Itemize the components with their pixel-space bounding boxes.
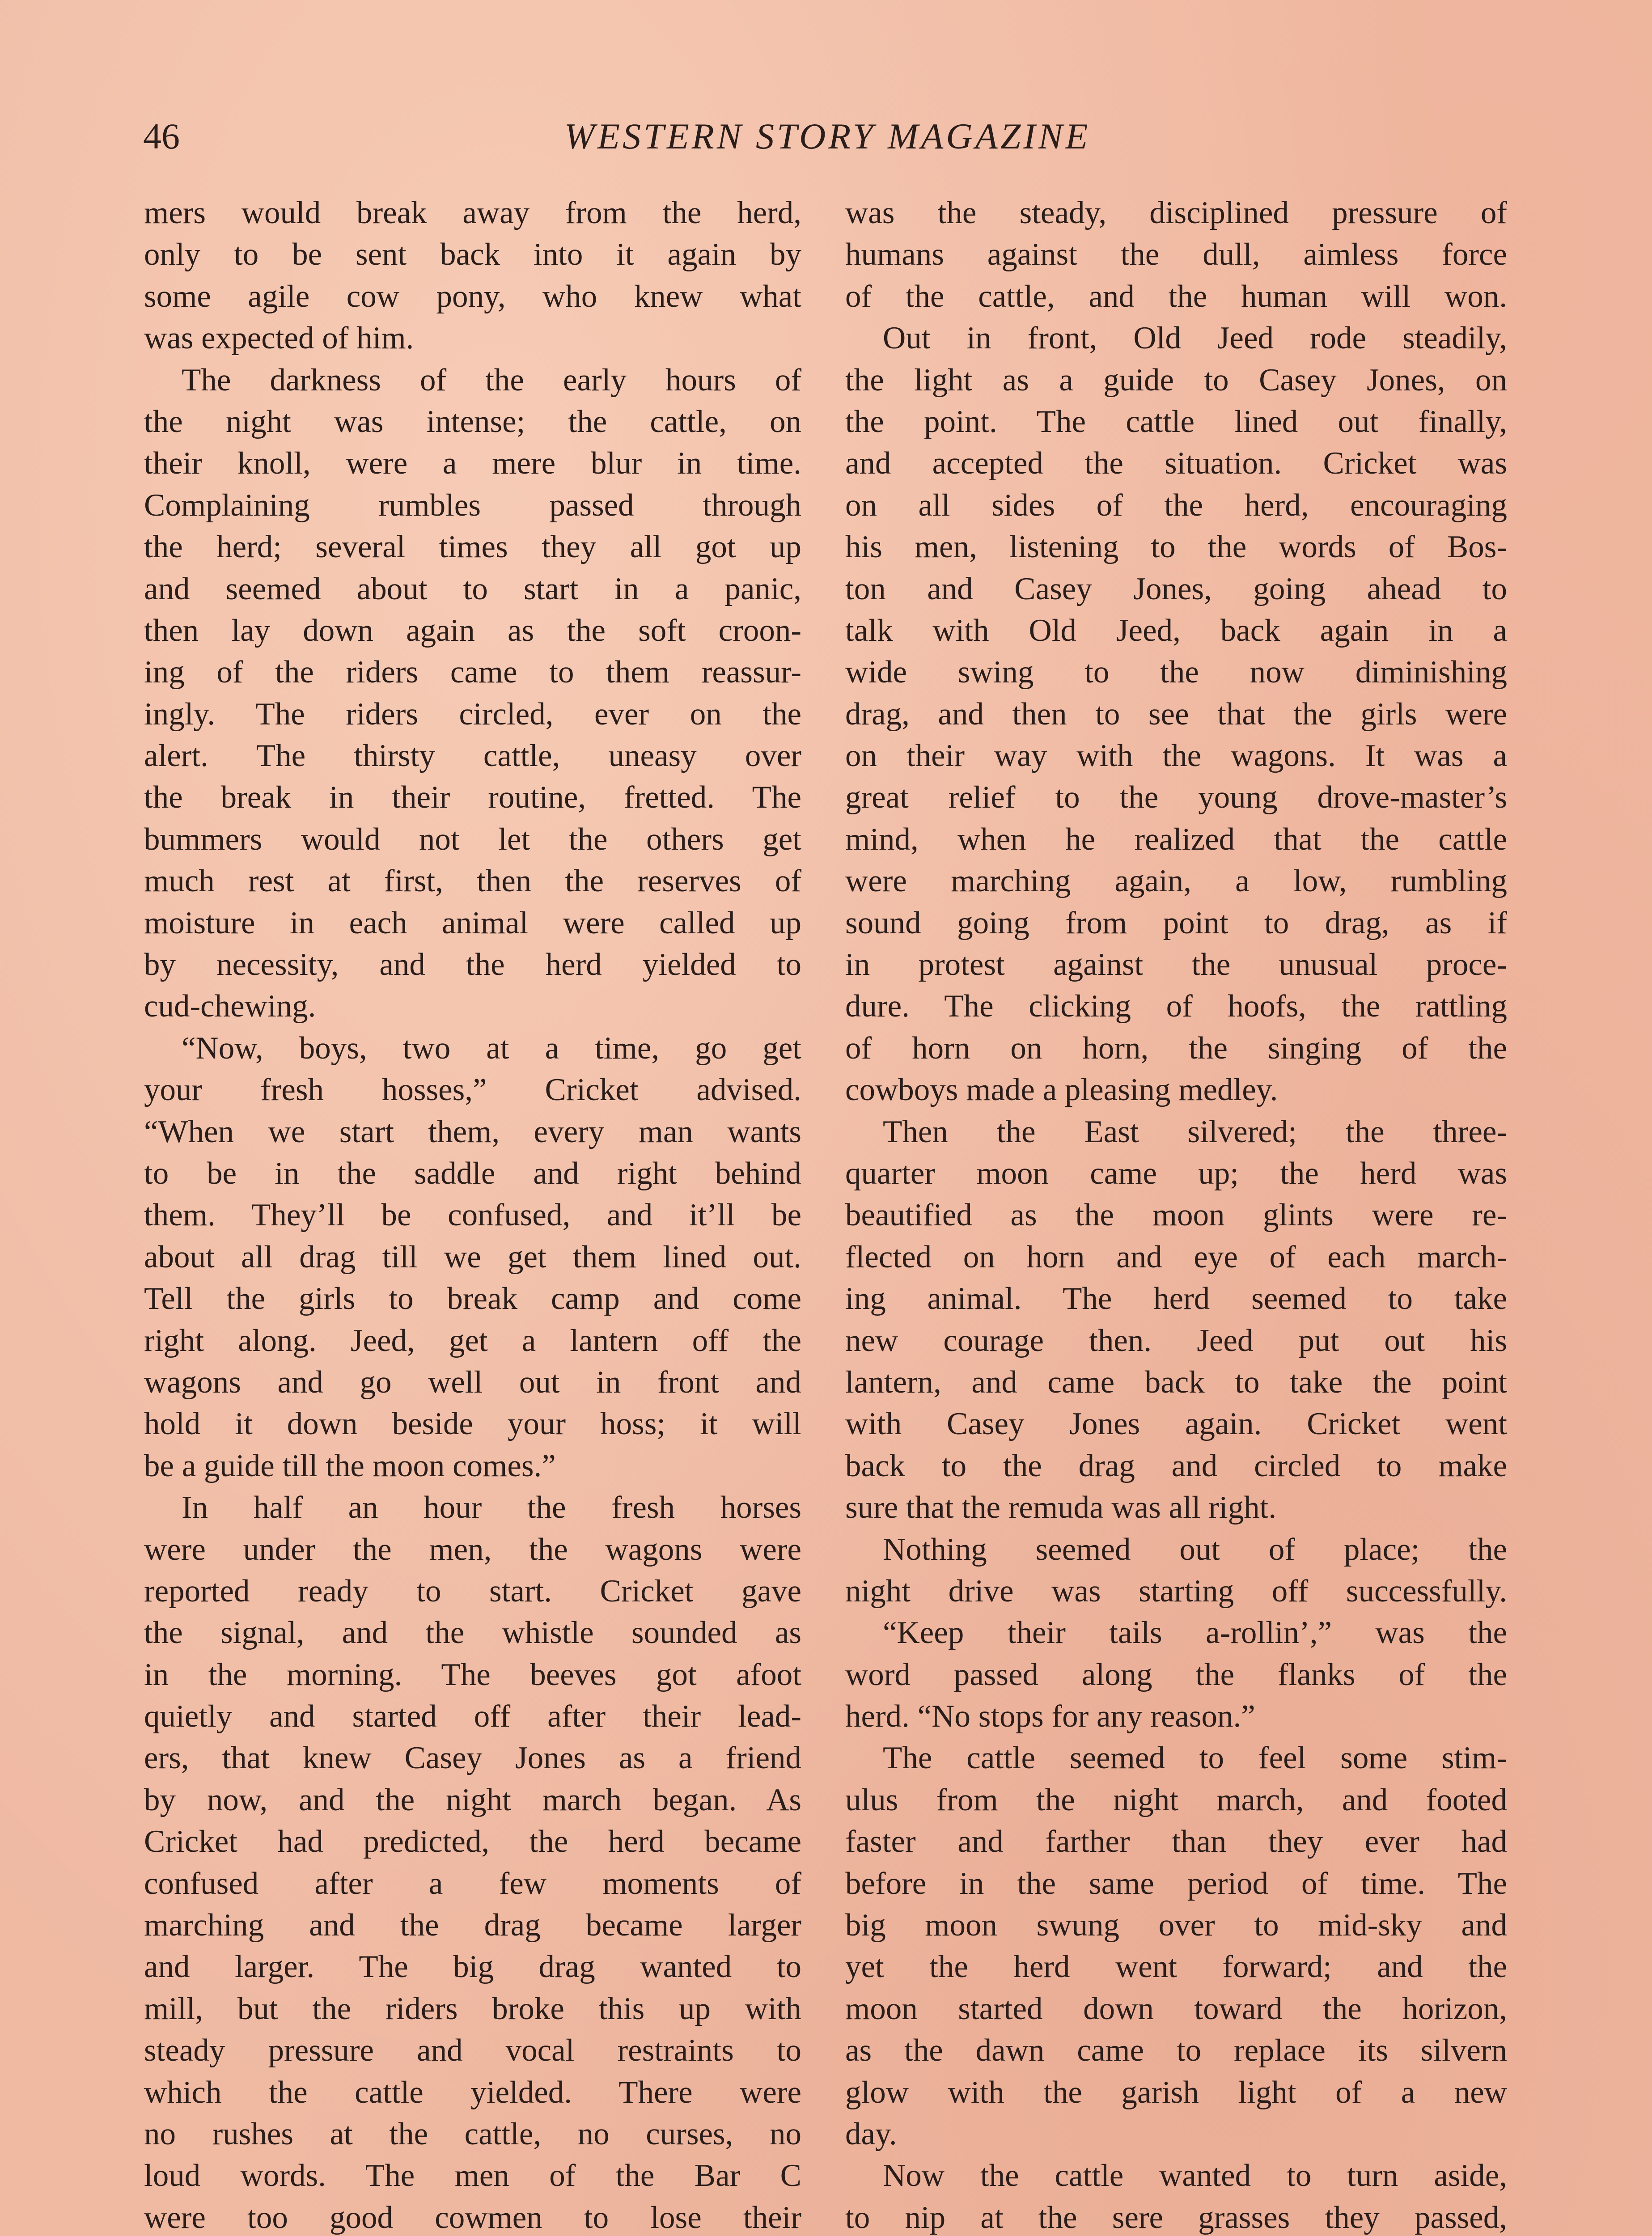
text-line: mers would break away from the herd, (144, 195, 801, 230)
text-line: dure. The clicking of hoofs, the rattling (845, 989, 1507, 1024)
text-line: the signal, and the whistle sounded as (144, 1615, 801, 1651)
text-line: reported ready to start. Cricket gave (144, 1573, 801, 1609)
text-line: flected on horn and eye of each march- (845, 1239, 1507, 1275)
text-line: your fresh hosses,” Cricket advised. (144, 1072, 801, 1108)
text-line: their knoll, were a mere blur in time. (144, 446, 801, 481)
text-line: in the morning. The beeves got afoot (144, 1657, 801, 1692)
text-line: “When we start them, every man wants (144, 1114, 801, 1149)
page-number: 46 (143, 116, 180, 157)
text-line: then lay down again as the soft croon- (144, 613, 801, 648)
text-line: The cattle seemed to feel some stim- (883, 1741, 1507, 1776)
text-line: on their way with the wagons. It was a (845, 738, 1507, 774)
text-line: great relief to the young drove-master’s (845, 780, 1507, 815)
text-column-left (144, 192, 801, 2236)
text-line: the light as a guide to Casey Jones, on (845, 362, 1507, 398)
text-line: Now the cattle wanted to turn aside, (883, 2158, 1507, 2194)
text-line: glow with the garish light of a new (845, 2075, 1507, 2110)
text-line: his men, listening to the words of Bos- (845, 529, 1507, 565)
text-line: Cricket had predicted, the herd became (144, 1824, 801, 1859)
text-line: cud-chewing. (144, 989, 316, 1024)
text-line: no rushes at the cattle, no curses, no (144, 2116, 801, 2151)
text-line: ingly. The riders circled, ever on the (144, 696, 801, 732)
text-line: lantern, and came back to take the point (845, 1364, 1507, 1400)
text-line: alert. The thirsty cattle, uneasy over (144, 738, 801, 774)
text-line: “Now, boys, two at a time, go get (182, 1030, 801, 1066)
text-line: Tell the girls to break camp and come (144, 1281, 801, 1317)
text-line: quietly and started off after their lead- (144, 1699, 801, 1734)
text-line: and accepted the situation. Cricket was (845, 446, 1507, 481)
text-line: ing animal. The herd seemed to take (845, 1281, 1507, 1317)
text-line: Complaining rumbles passed through (144, 487, 801, 523)
running-head: WESTERN STORY MAGAZINE (564, 116, 1091, 157)
text-line: be a guide till the moon comes.” (144, 1448, 556, 1483)
text-line: to be in the saddle and right behind (144, 1156, 801, 1191)
text-line: ton and Casey Jones, going ahead to (845, 571, 1507, 606)
text-line: in protest against the unusual proce- (845, 947, 1507, 982)
text-line: humans against the dull, aimless force (845, 237, 1507, 272)
text-line: In half an hour the fresh horses (182, 1490, 801, 1525)
text-line: yet the herd went forward; and the (845, 1949, 1507, 1985)
text-line: loud words. The men of the Bar C (144, 2158, 801, 2194)
text-line: day. (845, 2116, 897, 2151)
text-line: and seemed about to start in a panic, (144, 571, 801, 606)
text-line: the break in their routine, fretted. The (144, 780, 801, 815)
text-line: confused after a few moments of (144, 1866, 801, 1901)
text-line: were too good cowmen to lose their (144, 2200, 801, 2235)
text-line: Out in front, Old Jeed rode steadily, (883, 321, 1507, 356)
text-line: mind, when he realized that the cattle (845, 822, 1507, 857)
text-line: hold it down beside your hoss; it will (144, 1406, 801, 1442)
text-line: beautified as the moon glints were re- (845, 1198, 1507, 1233)
text-line: moisture in each animal were called up (144, 905, 801, 940)
text-line: of horn on horn, the singing of the (845, 1030, 1507, 1066)
text-line: new courage then. Jeed put out his (845, 1323, 1507, 1358)
text-line: ing of the riders came to them reassur- (144, 655, 801, 690)
text-line: big moon swung over to mid-sky and (845, 1908, 1507, 1943)
text-line: some agile cow pony, who knew what (144, 279, 801, 314)
text-line: as the dawn came to replace its silvern (845, 2033, 1507, 2068)
text-line: “Keep their tails a-rollin’,” was the (883, 1615, 1507, 1651)
text-line: right along. Jeed, get a lantern off the (144, 1323, 801, 1358)
text-line: by necessity, and the herd yielded to (144, 947, 801, 982)
text-column-right (845, 192, 1507, 2236)
text-line: and larger. The big drag wanted to (144, 1949, 801, 1985)
text-line: which the cattle yielded. There were (144, 2075, 801, 2110)
text-line: wagons and go well out in front and (144, 1364, 801, 1400)
text-line: drag, and then to see that the girls were (845, 696, 1507, 732)
text-line: with Casey Jones again. Cricket went (845, 1406, 1507, 1442)
text-line: were marching again, a low, rumbling (845, 864, 1507, 899)
text-line: was expected of him. (144, 321, 414, 356)
text-line: before in the same period of time. The (845, 1866, 1507, 1901)
text-line: the night was intense; the cattle, on (144, 404, 801, 439)
text-line: was the steady, disciplined pressure of (845, 195, 1507, 230)
text-line: to nip at the sere grasses they passed, (845, 2200, 1507, 2235)
text-line: The darkness of the early hours of (182, 362, 801, 398)
text-line: ulus from the night march, and footed (845, 1782, 1507, 1817)
text-line: of the cattle, and the human will won. (845, 279, 1507, 314)
text-line: talk with Old Jeed, back again in a (845, 613, 1507, 648)
text-line: back to the drag and circled to make (845, 1448, 1507, 1483)
text-line: cowboys made a pleasing medley. (845, 1072, 1278, 1108)
text-line: about all drag till we get them lined out. (144, 1239, 801, 1275)
text-line: on all sides of the herd, encouraging (845, 487, 1507, 523)
text-line: word passed along the flanks of the (845, 1657, 1507, 1692)
text-line: Then the East silvered; the three- (883, 1114, 1507, 1149)
text-line: were under the men, the wagons were (144, 1532, 801, 1567)
text-line: by now, and the night march began. As (144, 1782, 801, 1817)
text-line: quarter moon came up; the herd was (845, 1156, 1507, 1191)
text-line: night drive was starting off successfully. (845, 1573, 1507, 1609)
text-line: marching and the drag became larger (144, 1908, 801, 1943)
text-line: much rest at first, then the reserves of (144, 864, 801, 899)
text-line: sound going from point to drag, as if (845, 905, 1507, 940)
text-line: herd. “No stops for any reason.” (845, 1699, 1255, 1734)
text-line: them. They’ll be confused, and it’ll be (144, 1198, 801, 1233)
text-line: sure that the remuda was all right. (845, 1490, 1277, 1525)
text-line: wide swing to the now diminishing (845, 655, 1507, 690)
text-line: bummers would not let the others get (144, 822, 801, 857)
text-line: moon started down toward the horizon, (845, 1991, 1507, 2026)
text-line: Nothing seemed out of place; the (883, 1532, 1507, 1567)
text-line: steady pressure and vocal restraints to (144, 2033, 801, 2068)
text-line: faster and farther than they ever had (845, 1824, 1507, 1859)
text-line: ers, that knew Casey Jones as a friend (144, 1741, 801, 1776)
text-line: the herd; several times they all got up (144, 529, 801, 565)
text-line: the point. The cattle lined out finally, (845, 404, 1507, 439)
text-line: only to be sent back into it again by (144, 237, 801, 272)
text-line: mill, but the riders broke this up with (144, 1991, 801, 2026)
